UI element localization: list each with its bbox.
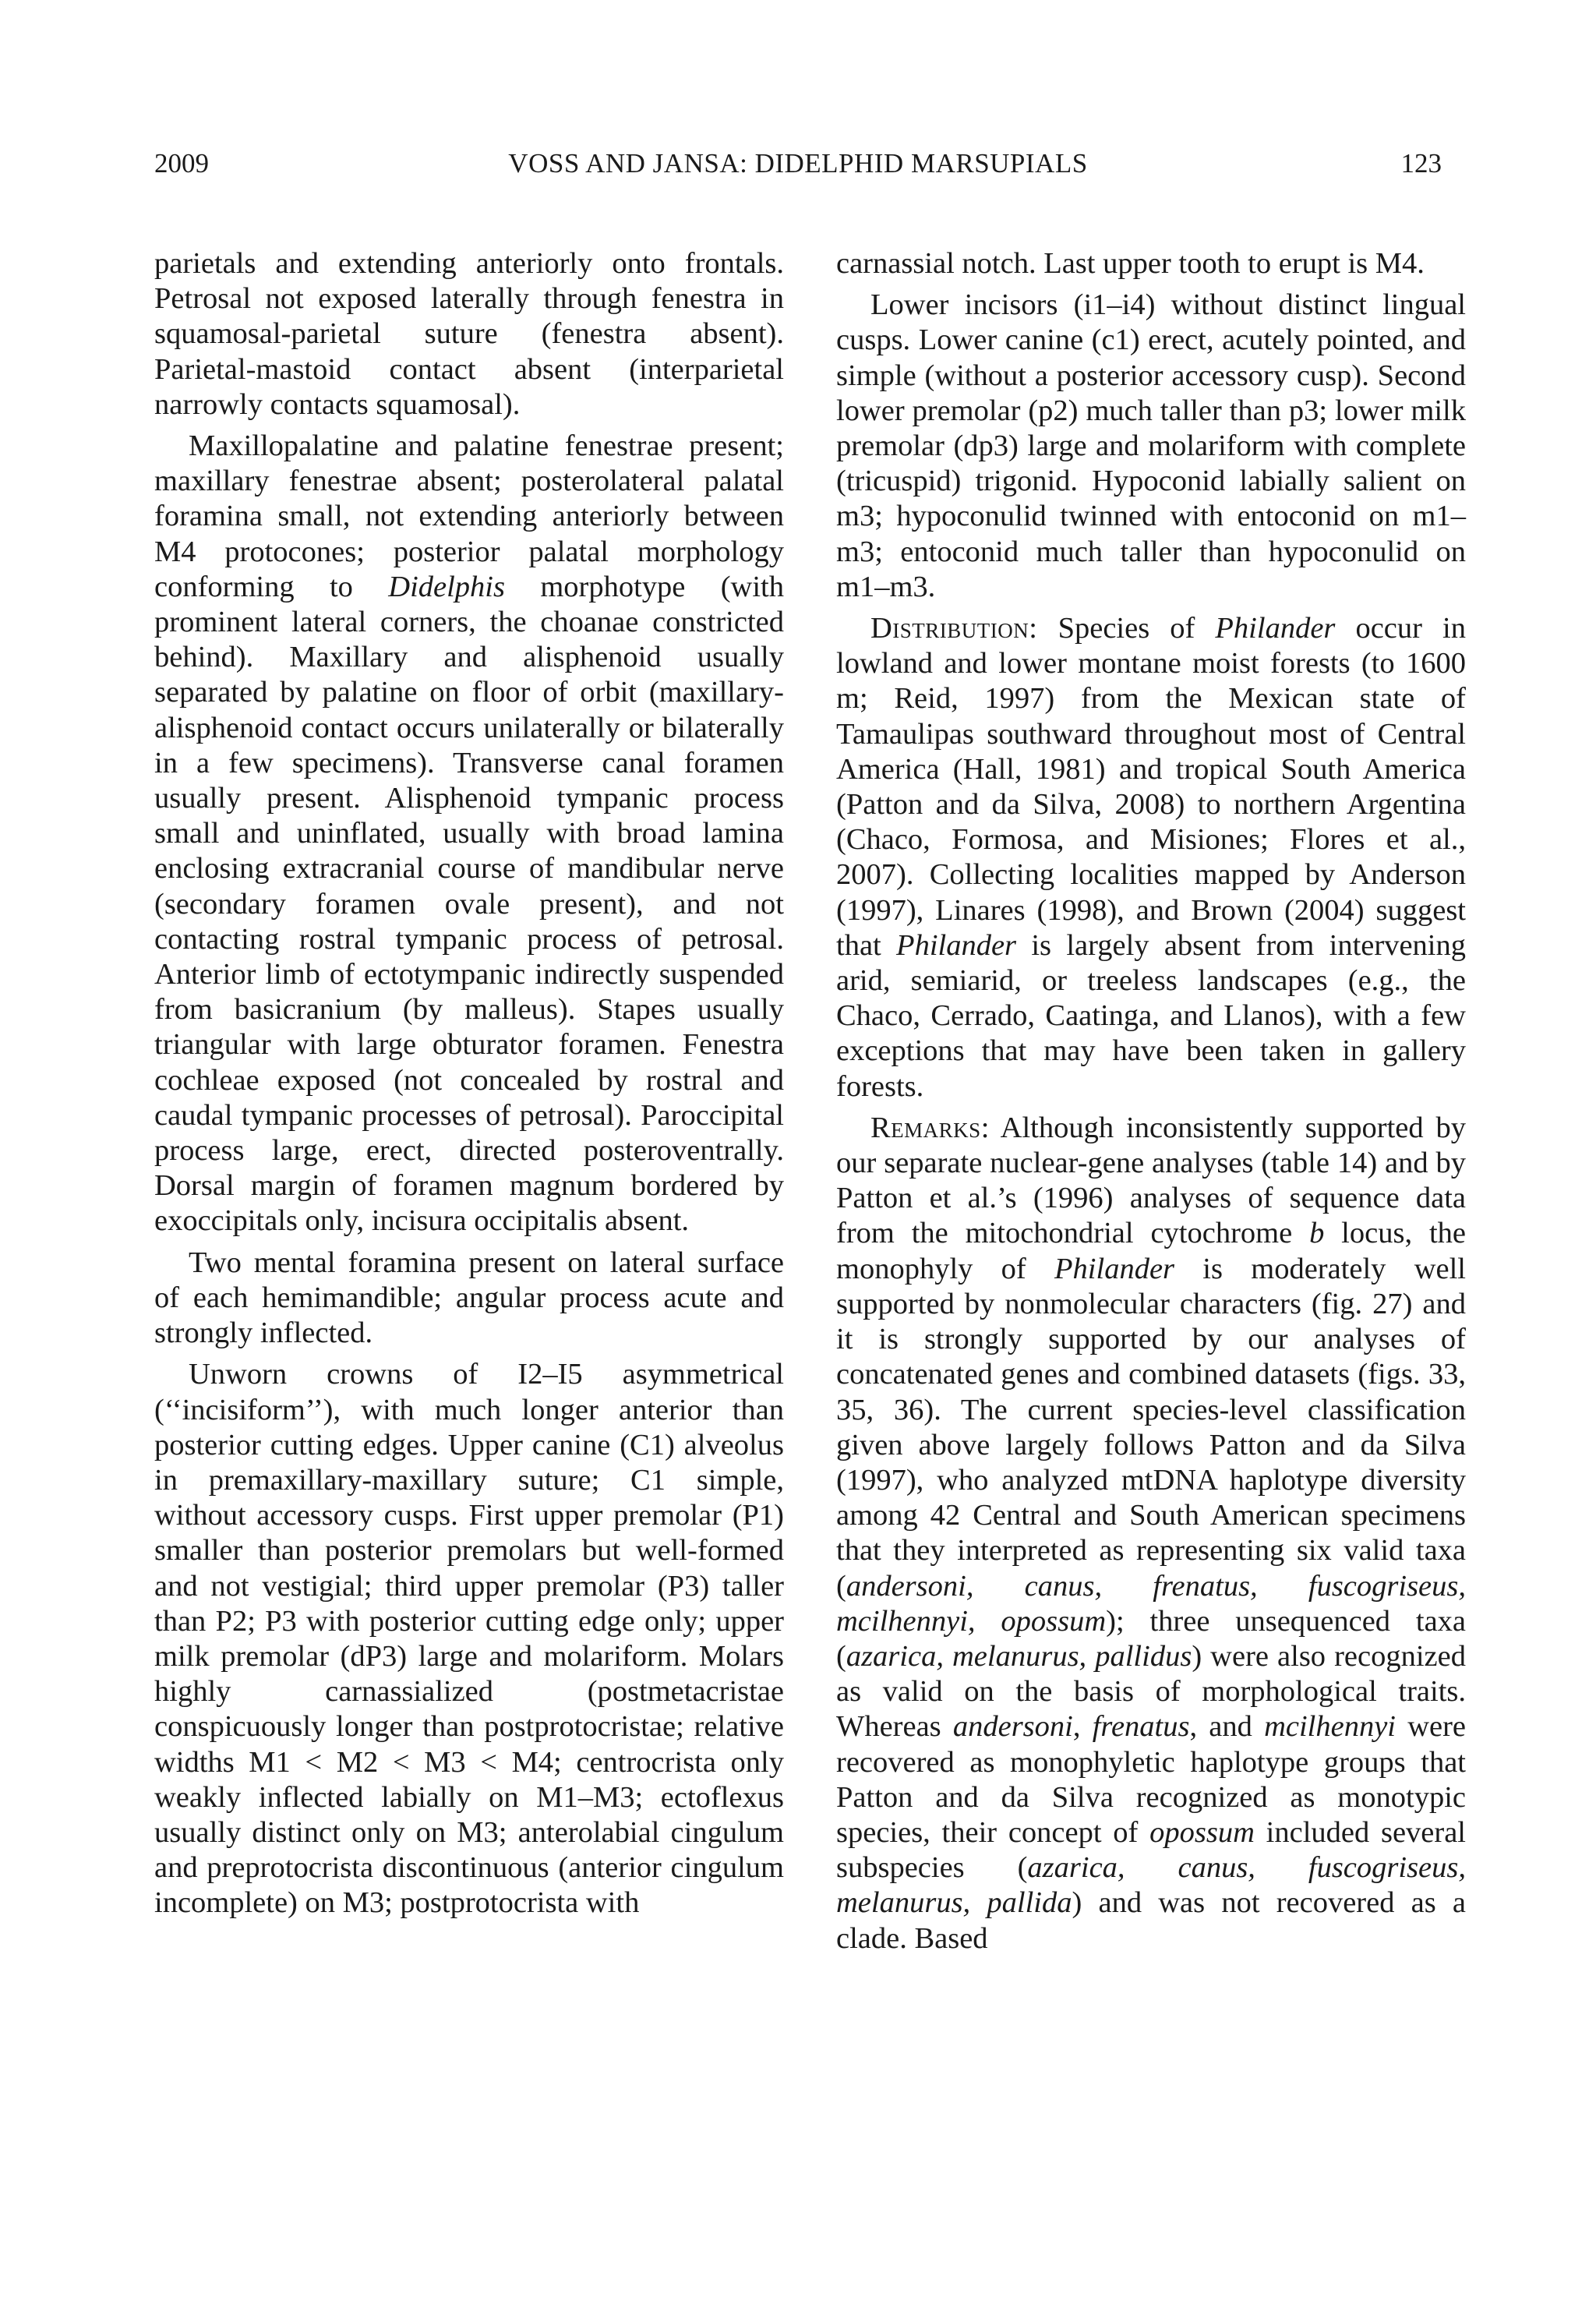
section-heading-remarks: Remarks: bbox=[870, 1111, 990, 1144]
genus-name: Philander bbox=[1054, 1252, 1175, 1285]
paragraph-cranial-continued: parietals and extending anteriorly onto frontals. Petrosal not exposed laterally through fenestra in squamosal-parietal suture (fenestra absent). Parietal-mastoid contact absent (interparietal narrowly contacts squamosal). bbox=[154, 247, 784, 421]
paragraph-distribution bbox=[836, 611, 1466, 1104]
text-segment: , and bbox=[1189, 1710, 1265, 1744]
text-segment: , bbox=[1072, 1710, 1093, 1744]
text-segment: is moderately well supported by nonmolecular characters (fig. 27) and it is strongly supported by our analyses of concatenated genes and combined datasets (figs. 33, 35, 36). The current species-level classification given above largely follows Patton and da Silva (1997), who analyzed mtDNA haplotype diversity among 42 Central and South American specimens that they interpreted as representing six valid taxa ( bbox=[836, 1252, 1466, 1603]
text-segment: ) were also recognized as valid on the basis of morphological traits. Whereas bbox=[836, 1639, 1466, 1744]
text-segment: locus, the monophyly of bbox=[836, 1217, 1466, 1285]
genus-name: Philander bbox=[896, 928, 1017, 962]
text-segment: is largely absent from intervening arid, semiarid, or treeless landscapes (e.g., the Chaco, Cerrado, Caatinga, and Llanos), with a few exceptions that may have been taken in gallery forests. bbox=[836, 928, 1466, 1103]
right-column bbox=[836, 246, 1466, 1963]
taxon-name: mcilhennyi bbox=[1264, 1710, 1396, 1744]
paragraph-upper-dentition: Unworn crowns of I2–I5 asymmetrical (‘‘incisiform’’), with much longer anterior than posterior cutting edges. Upper canine (C1) alveolus in premaxillary-maxillary suture; C1 simple, without accessory cusps. First upper premolar (P1) smaller than posterior premolars but well-formed and not vestigial; third upper premolar (P3) taller than P2; P3 with posterior cutting edge only; upper milk premolar (dP3) large and molariform. Molars highly carnassialized (postmetacristae conspicuously longer than postprotocristae; relative widths M1 < M2 < M3 < M4; centrocrista only weakly inflected labially on M1–M3; ectoflexus usually distinct only on M3; anterolabial cingulum and preprotocrista discontinuous (anterior cingulum incomplete) on M3; postprotocrista with bbox=[154, 1358, 784, 1920]
running-head-year: 2009 bbox=[154, 148, 209, 178]
taxa-list: azarica, melanurus, pallidus bbox=[846, 1639, 1192, 1673]
text-segment: ); three unsequenced taxa ( bbox=[836, 1604, 1466, 1673]
text-segment: occur in lowland and lower montane moist forests (to 1600 m; Reid, 1997) from the Mexican state of Tamaulipas southward throughout most of Central America (Hall, 1981) and tropical South America (Patton and da Silva, 2008) to northern Argentina (Chaco, Formosa, and Misiones; Flores et al., 2007). Collecting localities mapped by Anderson (1997), Linares (1998), and Brown (2004) suggest that bbox=[836, 612, 1466, 962]
text-segment: Although inconsistently supported by our separate nuclear-gene analyses (table 14) and by Patton et al.’s (1996) analyses of sequence data from the mitochondrial cytochrome bbox=[836, 1111, 1466, 1250]
section-heading-distribution: Distribution: bbox=[870, 612, 1038, 645]
taxa-list: azarica, canus, fuscogriseus, melanurus, pallida bbox=[836, 1851, 1466, 1920]
paragraph-remarks bbox=[836, 1111, 1466, 1956]
genus-name: Philander bbox=[1215, 612, 1336, 645]
genus-name: Didelphis bbox=[388, 570, 505, 603]
taxa-list: andersoni, canus, frenatus, fuscogriseus, mcilhennyi, opossum bbox=[836, 1569, 1466, 1638]
text-segment: morphotype (with prominent lateral corners, the choanae constricted behind). Maxillary and alisphenoid usually separated by palatine on floor of orbit (maxillary-alisphenoid contact occurs unilaterally or bilaterally in a few specimens). Transverse canal foramen usually present. Alisphenoid tympanic process small and uninflated, usually with broad lamina enclosing extracranial course of mandibular nerve (secondary foramen ovale present), and not contacting rostral tympanic process of petrosal. Anterior limb of ectotympanic indirectly suspended from basicranium (by malleus). Stapes usually triangular with large obturator foramen. Fenestra cochleae exposed (not concealed by rostral and caudal tympanic processes of petrosal). Paroccipital process large, erect, directed posteroventrally. Dorsal margin of foramen magnum bordered by exoccipitals only, incisura occipitalis absent. bbox=[154, 570, 784, 1238]
taxon-name: opossum bbox=[1149, 1815, 1255, 1849]
gene-letter: b bbox=[1309, 1217, 1325, 1250]
text-segment: Species of bbox=[1037, 612, 1216, 645]
page-number: 123 bbox=[1400, 148, 1442, 178]
text-segment: included several subspecies ( bbox=[836, 1815, 1466, 1885]
left-column bbox=[154, 246, 784, 1928]
text-segment: ) and was not recovered as a clade. Based bbox=[836, 1886, 1466, 1955]
text-segment: Maxillopalatine and palatine fenestrae present; maxillary fenestrae absent; posterolateral palatal foramina small, not extending anteriorly between M4 protocones; posterior palatal morphology conforming to bbox=[154, 429, 784, 603]
running-head-title: VOSS AND JANSA: DIDELPHID MARSUPIALS bbox=[508, 148, 1088, 178]
taxon-name: andersoni bbox=[952, 1710, 1073, 1744]
paragraph-mandible: Two mental foramina present on lateral surface of each hemimandible; angular process acute and strongly inflected. bbox=[154, 1246, 784, 1350]
running-head bbox=[154, 145, 1442, 182]
paragraph-dentition-continued: carnassial notch. Last upper tooth to erupt is M4. bbox=[836, 247, 1425, 280]
taxon-name: frenatus bbox=[1092, 1710, 1190, 1744]
text-segment: were recovered as monophyletic haplotype groups that Patton and da Silva recognized as monotypic species, their concept of bbox=[836, 1710, 1466, 1849]
paragraph-lower-dentition: Lower incisors (i1–i4) without distinct lingual cusps. Lower canine (c1) erect, acutely pointed, and simple (without a posterior accessory cusp). Second lower premolar (p2) much taller than p3; lower milk premolar (dp3) large and molariform with complete (tricuspid) trigonid. Hypoconid labially salient on m3; hypoconulid twinned with entoconid on m1–m3; entoconid much taller than hypoconulid on m1–m3. bbox=[836, 288, 1466, 603]
paragraph-palatal bbox=[154, 429, 784, 1239]
